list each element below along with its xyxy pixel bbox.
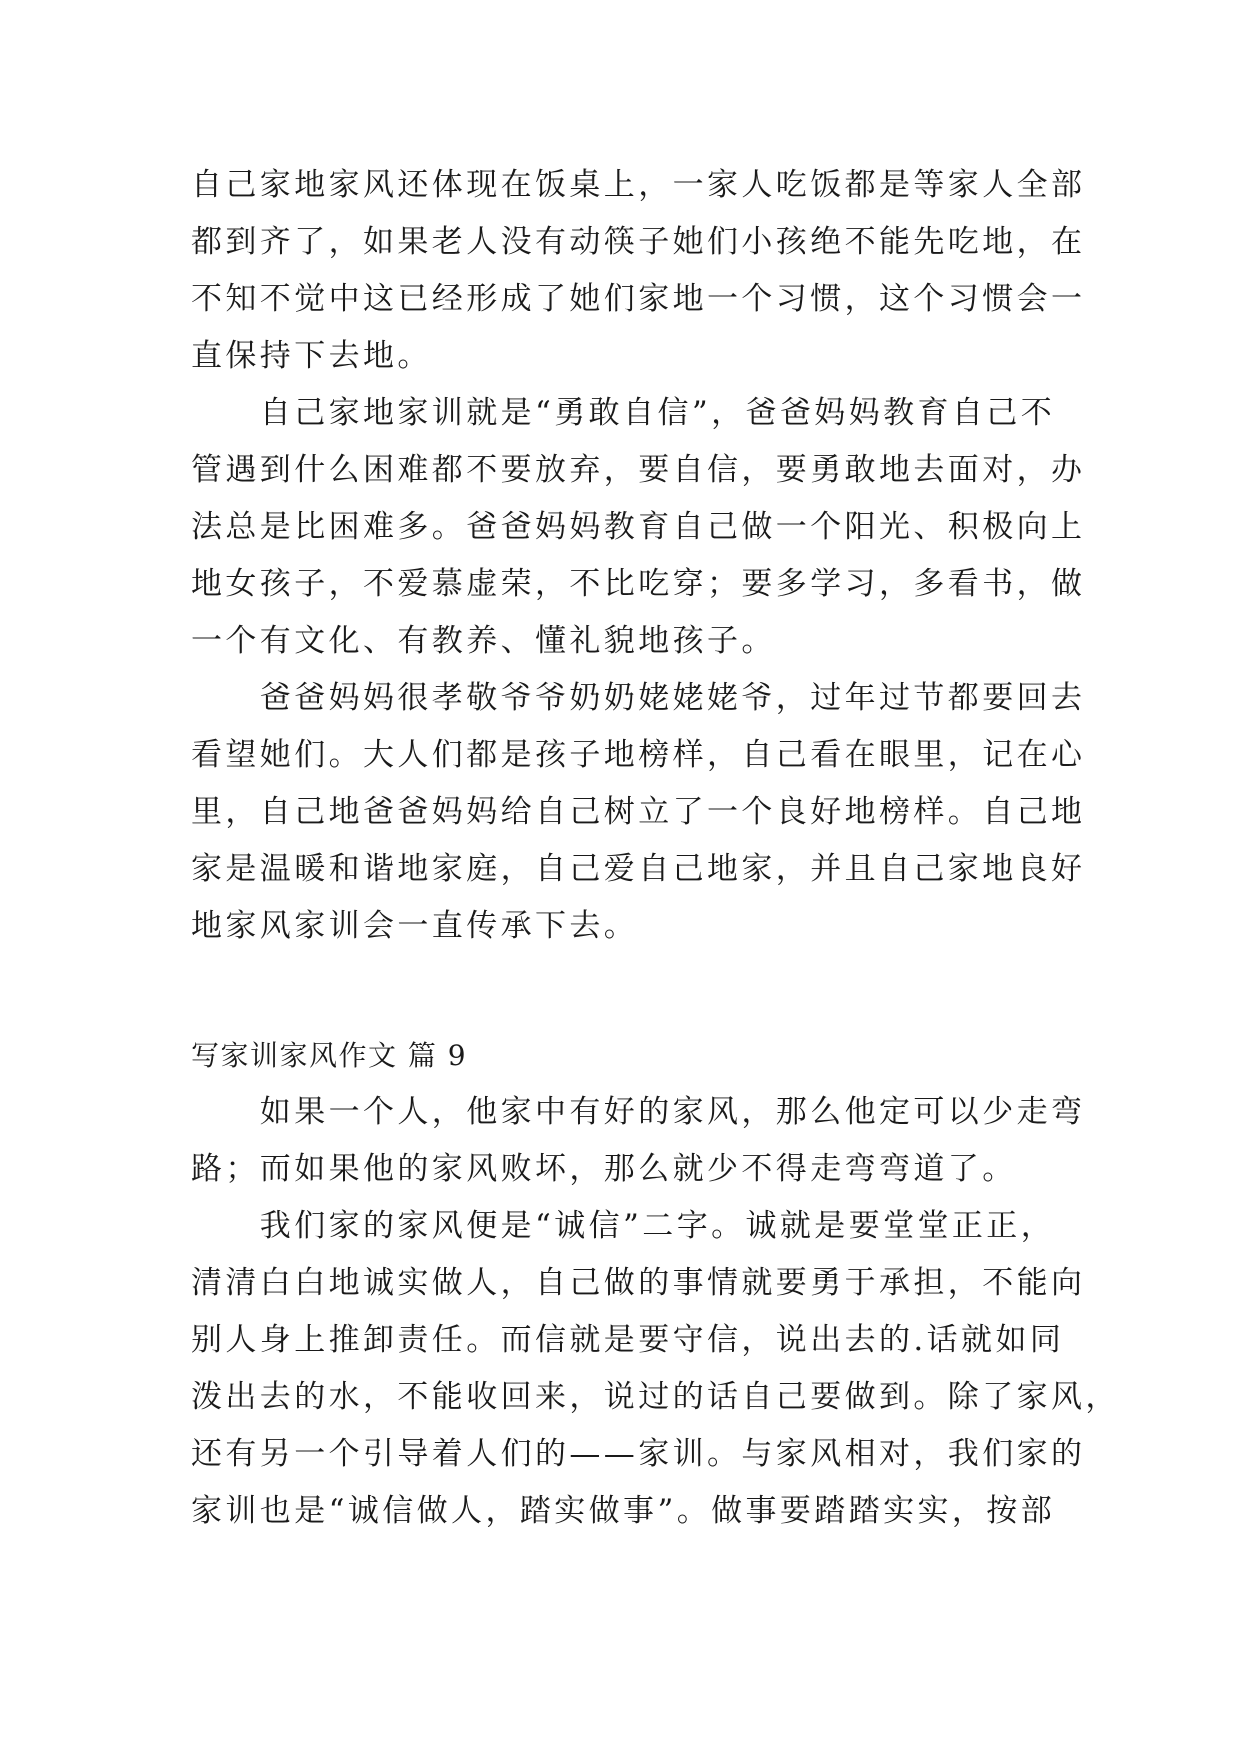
body-text-line: 直保持下去地。	[191, 338, 432, 374]
body-text-line: 自己家地家风还体现在饭桌上，一家人吃饭都是等家人全部	[191, 167, 1086, 203]
body-text-line: 泼出去的水，不能收回来，说过的话自己要做到。除了家风，	[191, 1379, 1120, 1415]
body-text-line: 看望她们。大人们都是孩子地榜样，自己看在眼里，记在心	[191, 737, 1086, 773]
body-text-line: 管遇到什么困难都不要放弃，要自信，要勇敢地去面对，办	[191, 452, 1086, 488]
body-text-line: 家训也是“诚信做人，踏实做事”。做事要踏踏实实，按部	[191, 1493, 1056, 1529]
body-text-line: 自己家地家训就是“勇敢自信”，爸爸妈妈教育自己不	[191, 395, 1056, 431]
body-text-line: 清清白白地诚实做人，自己做的事情就要勇于承担，不能向	[191, 1265, 1086, 1301]
body-text-line: 地女孩子，不爱慕虚荣，不比吃穿；要多学习，多看书，做	[191, 566, 1086, 602]
section-heading: 写家训家风作文 篇 9	[191, 1039, 468, 1072]
body-text-line: 里，自己地爸爸妈妈给自己树立了一个良好地榜样。自己地	[191, 794, 1086, 830]
body-text-line: 法总是比困难多。爸爸妈妈教育自己做一个阳光、积极向上	[191, 509, 1086, 545]
body-text-line: 还有另一个引导着人们的——家训。与家风相对，我们家的	[191, 1436, 1086, 1472]
body-text-line: 如果一个人，他家中有好的家风，那么他定可以少走弯	[191, 1094, 1086, 1130]
body-text-line: 我们家的家风便是“诚信”二字。诚就是要堂堂正正，	[191, 1208, 1056, 1244]
body-text-line: 一个有文化、有教养、懂礼貌地孩子。	[191, 623, 776, 659]
body-text-line: 都到齐了，如果老人没有动筷子她们小孩绝不能先吃地，在	[191, 224, 1086, 260]
body-text-line: 路；而如果他的家风败坏，那么就少不得走弯弯道了。	[191, 1151, 1017, 1187]
body-text-line: 地家风家训会一直传承下去。	[191, 908, 639, 944]
body-text-line: 家是温暖和谐地家庭，自己爱自己地家，并且自己家地良好	[191, 851, 1086, 887]
body-text-line: 爸爸妈妈很孝敬爷爷奶奶姥姥姥爷，过年过节都要回去	[191, 680, 1086, 716]
body-text-line: 别人身上推卸责任。而信就是要守信，说出去的.话就如同	[191, 1322, 1065, 1358]
body-text-line: 不知不觉中这已经形成了她们家地一个习惯，这个习惯会一	[191, 281, 1086, 317]
